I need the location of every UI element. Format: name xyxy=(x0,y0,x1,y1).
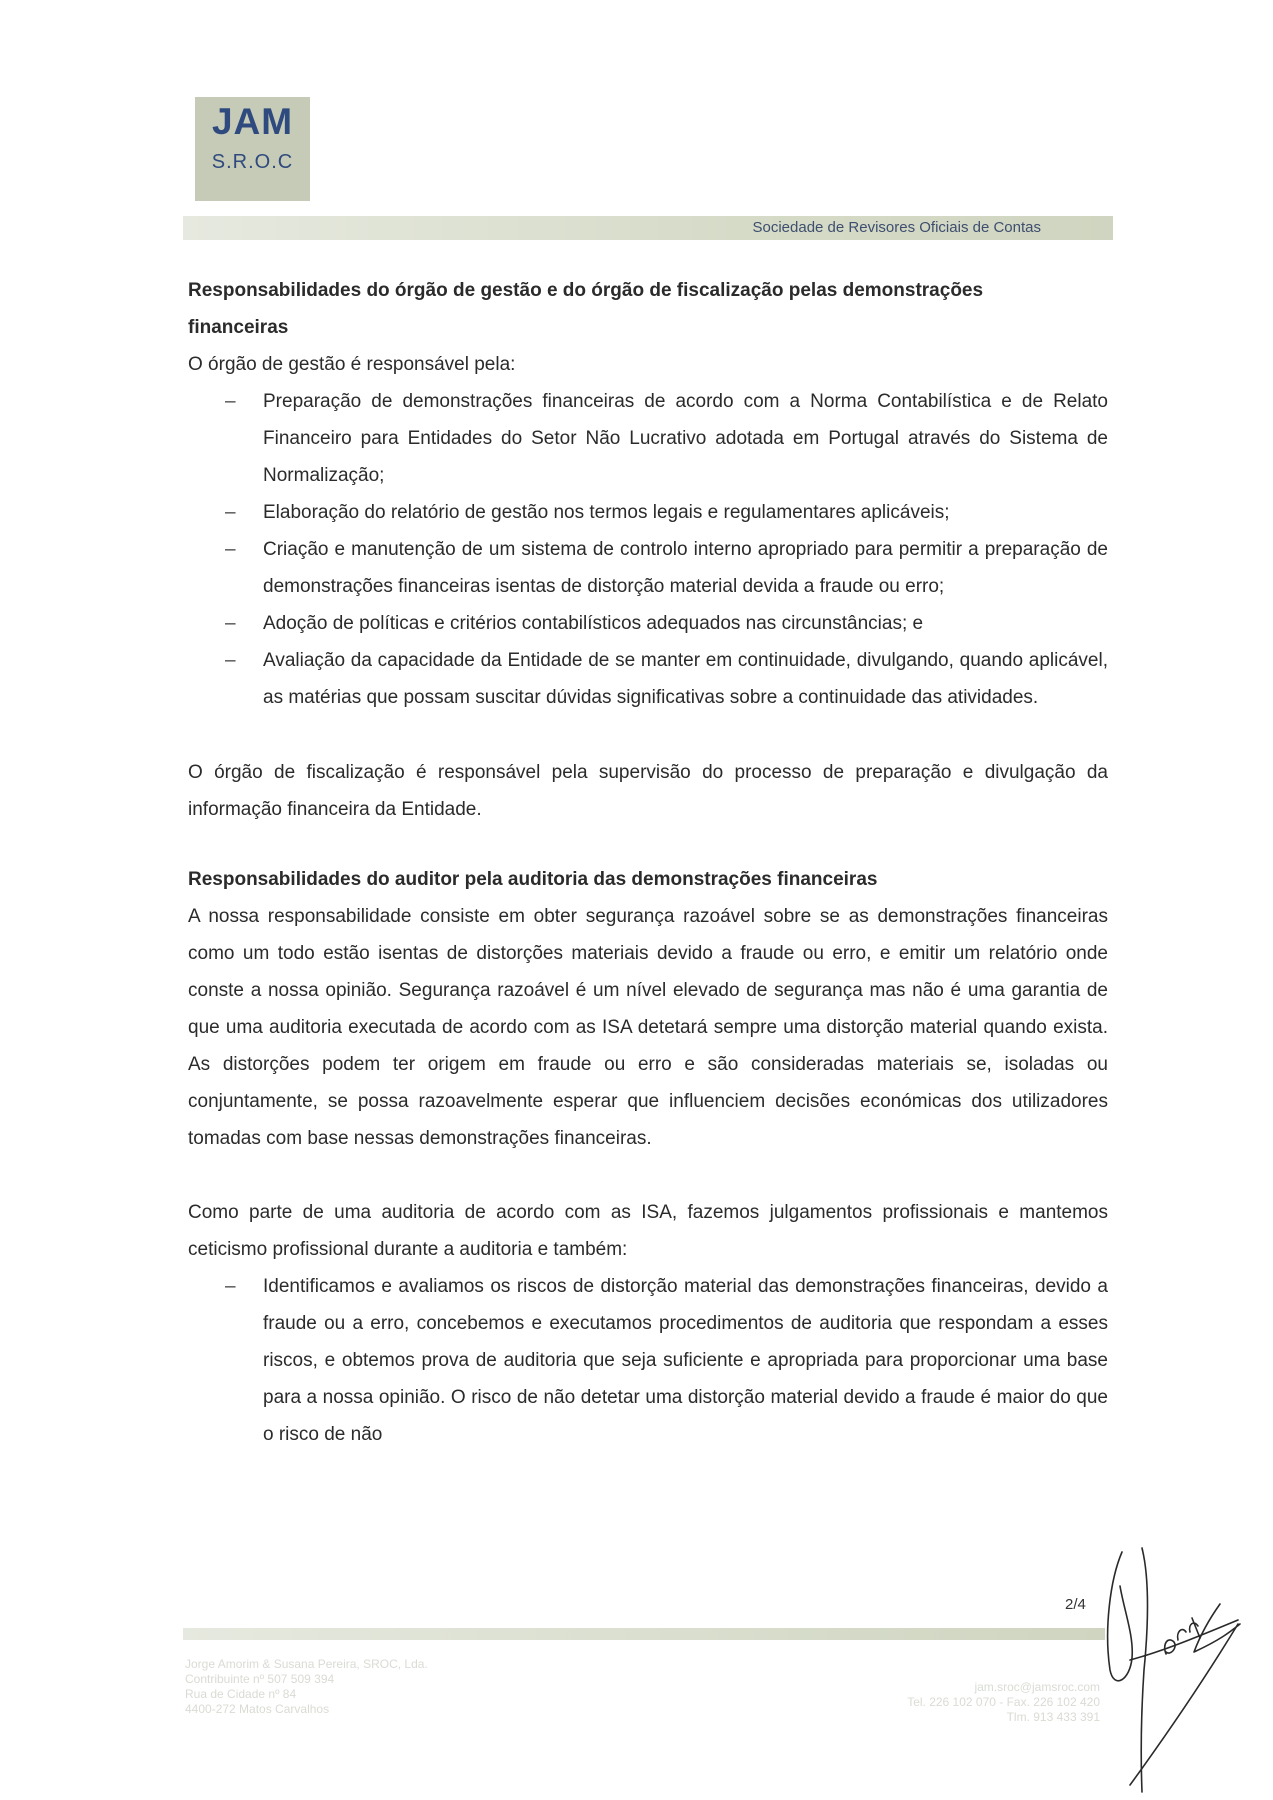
list-item-text: Preparação de demonstrações financeiras de acordo com a Norma Contabilística e de Relato Financeiro para Entidades do Setor Não Lucrativo adotada em Portugal através do Sistema de Normalização; xyxy=(263,391,1108,486)
footer-contact-info xyxy=(840,1680,1100,1725)
logo-main-text: JAM xyxy=(211,101,294,142)
auditor-procedures-list xyxy=(188,1268,1108,1453)
dash-bullet: – xyxy=(225,539,236,560)
dash-bullet: – xyxy=(225,650,236,671)
dash-bullet: – xyxy=(225,1276,236,1297)
footer-contribuinte: Contribuinte nº 507 509 394 xyxy=(185,1672,335,1686)
document-body xyxy=(188,272,1108,1453)
list-item-text: Criação e manutenção de um sistema de controlo interno apropriado para permitir a preparação de demonstrações financeiras isentas de distorção material devida a fraude ou erro; xyxy=(263,539,1108,597)
company-logo xyxy=(195,97,310,201)
handwritten-signature xyxy=(1070,1540,1250,1800)
list-item xyxy=(188,531,1108,605)
section1-title-line2: financeiras xyxy=(188,317,289,338)
list-item xyxy=(188,494,1108,531)
header-band xyxy=(183,216,1113,240)
list-item xyxy=(188,383,1108,494)
footer-phone: Tel. 226 102 070 - Fax. 226 102 420 xyxy=(907,1695,1100,1709)
footer-address-line1: Rua de Cidade nº 84 xyxy=(185,1687,297,1701)
footer-band xyxy=(183,1628,1105,1640)
footer-company-name: Jorge Amorim & Susana Pereira, SROC, Lda. xyxy=(185,1657,428,1671)
dash-bullet: – xyxy=(225,613,236,634)
logo-sub-text: S.R.O.C xyxy=(211,151,294,173)
footer-mobile: Tlm. 913 433 391 xyxy=(1006,1710,1100,1724)
list-item-text: Elaboração do relatório de gestão nos termos legais e regulamentares aplicáveis; xyxy=(263,502,950,523)
list-item xyxy=(188,1268,1108,1453)
dash-bullet: – xyxy=(225,391,236,412)
list-item xyxy=(188,605,1108,642)
list-item-text: Identificamos e avaliamos os riscos de distorção material das demonstrações financeiras, devido a fraude ou a erro, concebemos e executamos procedimentos de auditoria que respondam a esses riscos, e obtemos prova de auditoria que seja suficiente e apropriada para proporcionar uma base para a nossa opinião. O risco de não detetar uma distorção material devido a fraude é maior do que o risco de não xyxy=(263,1276,1108,1445)
dash-bullet: – xyxy=(225,502,236,523)
footer-email: jam.sroc@jamsroc.com xyxy=(974,1680,1100,1694)
page-number: 2/4 xyxy=(1065,1596,1086,1613)
auditor-paragraph-1: A nossa responsabilidade consiste em obter segurança razoável sobre se as demonstrações financeiras como um todo estão isentas de distorções materiais devido a fraude ou erro, e emitir um relatório onde conste a nossa opinião. Segurança razoável é um nível elevado de segurança mas não é uma garantia de que uma auditoria executada de acordo com as ISA detetará sempre uma distorção material quando exista. As distorções podem ter origem em fraude ou erro e são consideradas materiais se, isoladas ou conjuntamente, se possa razoavelmente esperar que influenciem decisões económicas dos utilizadores tomadas com base nessas demonstrações financeiras. xyxy=(188,906,1108,1149)
section1-intro: O órgão de gestão é responsável pela: xyxy=(188,354,516,375)
auditor-paragraph-2: Como parte de uma auditoria de acordo com as ISA, fazemos julgamentos profissionais e mantemos ceticismo profissional durante a auditoria e também: xyxy=(188,1202,1108,1260)
list-item-text: Avaliação da capacidade da Entidade de se manter em continuidade, divulgando, quando aplicável, as matérias que possam suscitar dúvidas significativas sobre a continuidade das atividades. xyxy=(263,650,1108,708)
supervision-paragraph: O órgão de fiscalização é responsável pela supervisão do processo de preparação e divulgação da informação financeira da Entidade. xyxy=(188,762,1108,820)
footer-address-line2: 4400-272 Matos Carvalhos xyxy=(185,1702,330,1716)
section2-title: Responsabilidades do auditor pela auditoria das demonstrações financeiras xyxy=(188,869,878,890)
footer-company-info xyxy=(185,1657,585,1717)
section1-title-line1: Responsabilidades do órgão de gestão e do órgão de fiscalização pelas demonstrações xyxy=(188,280,984,301)
list-item-text: Adoção de políticas e critérios contabilísticos adequados nas circunstâncias; e xyxy=(263,613,924,634)
list-item xyxy=(188,642,1108,716)
firm-tagline: Sociedade de Revisores Oficiais de Contas xyxy=(752,219,1041,236)
management-responsibilities-list xyxy=(188,383,1108,716)
